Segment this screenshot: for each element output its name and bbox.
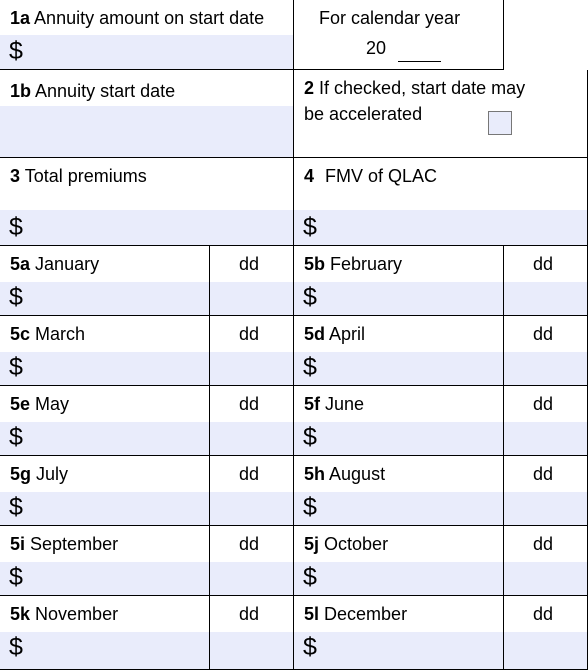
box-5b xyxy=(294,246,504,316)
dollar-sign: $ xyxy=(303,423,317,451)
month-cents-input[interactable] xyxy=(210,352,293,385)
box-5a xyxy=(0,246,210,316)
calendar-year-label: For calendar year xyxy=(319,8,461,28)
box-2-number: 2 xyxy=(304,78,315,98)
dollar-sign: $ xyxy=(9,563,23,591)
box-4-text: FMV of QLAC xyxy=(325,166,438,186)
month-name: January xyxy=(35,254,100,274)
month-number: 5j xyxy=(304,534,320,554)
calendar-year-prefix: 20 xyxy=(366,38,387,58)
month-name: September xyxy=(30,534,119,554)
box-5l-cents xyxy=(504,596,588,670)
box-4-label xyxy=(304,165,437,187)
box-5e xyxy=(0,386,210,456)
dollar-sign: $ xyxy=(9,283,23,311)
cents-label: dd xyxy=(533,324,554,344)
month-name: April xyxy=(329,324,366,344)
month-label xyxy=(304,603,407,625)
dollar-sign: $ xyxy=(9,633,23,661)
month-name: February xyxy=(330,254,403,274)
month-cents-input[interactable] xyxy=(504,562,587,595)
box-1b xyxy=(0,70,294,158)
month-number: 5e xyxy=(10,394,31,414)
cents-label: dd xyxy=(239,534,260,554)
month-cents-input[interactable] xyxy=(210,422,293,455)
cents-label: dd xyxy=(239,254,260,274)
month-dollars-input[interactable] xyxy=(294,422,503,455)
month-number: 5k xyxy=(10,604,31,624)
month-number: 5l xyxy=(304,604,320,624)
cents-label: dd xyxy=(533,604,554,624)
dollar-sign: $ xyxy=(9,213,23,241)
month-dollars-input[interactable] xyxy=(0,282,209,315)
month-label xyxy=(10,463,68,485)
dollar-sign: $ xyxy=(303,493,317,521)
cents-label: dd xyxy=(239,324,260,344)
month-dollars-input[interactable] xyxy=(0,492,209,525)
month-name: October xyxy=(324,534,389,554)
month-name: August xyxy=(329,464,386,484)
calendar-year-box xyxy=(294,0,504,70)
box-5g xyxy=(0,456,210,526)
box-1a xyxy=(0,0,294,70)
box-5d xyxy=(294,316,504,386)
dollar-sign: $ xyxy=(303,633,317,661)
month-dollars-input[interactable] xyxy=(0,422,209,455)
box-5a-cents xyxy=(210,246,294,316)
month-cents-input[interactable] xyxy=(504,352,587,385)
box-5b-cents xyxy=(504,246,588,316)
month-number: 5h xyxy=(304,464,326,484)
box-3 xyxy=(0,158,294,246)
box-5c xyxy=(0,316,210,386)
box-2-label-line2: be accelerated xyxy=(304,104,423,124)
cents-label: dd xyxy=(239,604,260,624)
box-2 xyxy=(294,70,588,158)
box-5k-cents xyxy=(210,596,294,670)
box-3-label xyxy=(10,165,147,187)
box-5h-cents xyxy=(504,456,588,526)
month-dollars-input[interactable] xyxy=(0,632,209,669)
month-label xyxy=(10,323,85,345)
month-name: November xyxy=(35,604,119,624)
fmv-qlac-input[interactable] xyxy=(294,210,587,245)
month-number: 5b xyxy=(304,254,326,274)
box-5f-cents xyxy=(504,386,588,456)
month-name: May xyxy=(35,394,70,414)
month-label xyxy=(10,393,69,415)
month-number: 5a xyxy=(10,254,31,274)
dollar-sign: $ xyxy=(9,353,23,381)
month-dollars-input[interactable] xyxy=(294,632,503,669)
month-dollars-input[interactable] xyxy=(0,352,209,385)
box-5j xyxy=(294,526,504,596)
calendar-year-input[interactable] xyxy=(398,41,441,62)
cents-label: dd xyxy=(533,394,554,414)
month-number: 5f xyxy=(304,394,321,414)
box-5c-cents xyxy=(210,316,294,386)
box-1a-text: Annuity amount on start date xyxy=(34,8,265,28)
dollar-sign: $ xyxy=(9,493,23,521)
dollar-sign: $ xyxy=(9,37,23,65)
box-5e-cents xyxy=(210,386,294,456)
month-cents-input[interactable] xyxy=(210,562,293,595)
box-2-label-line1 xyxy=(304,77,525,99)
month-number: 5d xyxy=(304,324,326,344)
box-4-number: 4 xyxy=(304,166,315,186)
month-dollars-input[interactable] xyxy=(294,492,503,525)
month-name: June xyxy=(325,394,365,414)
month-dollars-input[interactable] xyxy=(294,352,503,385)
month-cents-input[interactable] xyxy=(504,632,587,669)
box-3-number: 3 xyxy=(10,166,21,186)
box-5k xyxy=(0,596,210,670)
box-1b-text: Annuity start date xyxy=(35,81,176,101)
cents-label: dd xyxy=(533,254,554,274)
box-5h xyxy=(294,456,504,526)
month-cents-input[interactable] xyxy=(210,282,293,315)
box-3-text: Total premiums xyxy=(24,166,147,186)
box-2-text: If checked, start date may xyxy=(319,78,526,98)
month-label xyxy=(10,533,118,555)
month-name: December xyxy=(324,604,408,624)
month-label xyxy=(304,393,364,415)
month-number: 5g xyxy=(10,464,32,484)
box-1b-label xyxy=(10,80,175,102)
month-cents-input[interactable] xyxy=(504,492,587,525)
box-1b-number: 1b xyxy=(10,81,32,101)
total-premiums-input[interactable] xyxy=(0,210,293,245)
month-dollars-input[interactable] xyxy=(294,282,503,315)
month-label xyxy=(10,603,118,625)
box-1a-number: 1a xyxy=(10,8,31,28)
month-number: 5c xyxy=(10,324,31,344)
month-label xyxy=(304,463,385,485)
month-name: July xyxy=(36,464,69,484)
box-5i xyxy=(0,526,210,596)
month-label xyxy=(304,323,365,345)
box-5d-cents xyxy=(504,316,588,386)
month-cents-input[interactable] xyxy=(504,422,587,455)
dollar-sign: $ xyxy=(303,213,317,241)
dollar-sign: $ xyxy=(303,563,317,591)
month-cents-input[interactable] xyxy=(504,282,587,315)
month-label xyxy=(304,253,402,275)
dollar-sign: $ xyxy=(303,283,317,311)
cents-label: dd xyxy=(533,534,554,554)
cents-label: dd xyxy=(239,394,260,414)
month-number: 5i xyxy=(10,534,26,554)
box-4 xyxy=(294,158,588,246)
annuity-start-date-input[interactable] xyxy=(0,106,293,157)
cents-label: dd xyxy=(533,464,554,484)
box-5g-cents xyxy=(210,456,294,526)
month-cents-input[interactable] xyxy=(210,632,293,669)
cents-label: dd xyxy=(239,464,260,484)
box-5i-cents xyxy=(210,526,294,596)
month-label xyxy=(304,533,388,555)
month-dollars-input[interactable] xyxy=(294,562,503,595)
accelerated-checkbox[interactable] xyxy=(488,111,512,135)
box-5f xyxy=(294,386,504,456)
month-label xyxy=(10,253,99,275)
dollar-sign: $ xyxy=(303,353,317,381)
box-5l xyxy=(294,596,504,670)
month-dollars-input[interactable] xyxy=(0,562,209,595)
box-5j-cents xyxy=(504,526,588,596)
annuity-amount-input[interactable] xyxy=(0,35,293,69)
box-1a-label xyxy=(10,7,264,29)
month-cents-input[interactable] xyxy=(210,492,293,525)
month-name: March xyxy=(35,324,86,344)
dollar-sign: $ xyxy=(9,423,23,451)
